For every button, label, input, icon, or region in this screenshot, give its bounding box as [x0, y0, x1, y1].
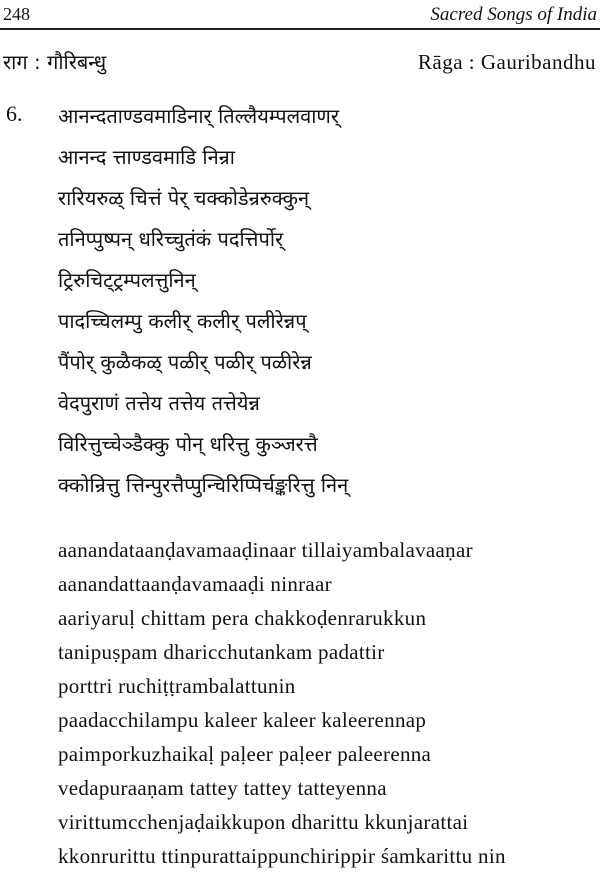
header-rule	[0, 28, 600, 30]
devanagari-line: आनन्द त्ताण्डवमाडि निन्रा	[58, 145, 235, 169]
devanagari-line: वेदपुराणं तत्तेय तत्तेय तत्तेयेन्न	[58, 391, 260, 415]
roman-line: kkonrurittu ttinpurattaippunchirippir śamkarittu nin	[58, 844, 506, 868]
roman-line: tanipuṣpam dharicchutankam padattir	[58, 640, 385, 664]
song-number: 6.	[6, 101, 23, 126]
devanagari-line: क्कोन्रित्तु त्तिन्पुरत्तैप्पुन्चिरिप्पिर्चङ्करित्तु निन्	[58, 473, 349, 497]
roman-line: vedapuraaṇam tattey tattey tatteyenna	[58, 776, 387, 800]
devanagari-line: आनन्दताण्डवमाडिनार् तिल्लैयम्पलवाणर्	[58, 104, 340, 128]
page-header	[0, 0, 600, 30]
devanagari-line: तनिप्पुष्पन् धरिच्चुतंकं पदत्तिर्पोर्	[58, 227, 284, 251]
devanagari-line: पादच्चिलम्पु कलीर् कलीर् पलीरेन्नप्	[58, 309, 307, 333]
devanagari-line: पैंपोर् कुळैकळ् पळीर् पळीर् पळीरेन्न	[58, 350, 312, 374]
roman-line: aanandataanḍavamaaḍinaar tillaiyambalavaaṇar	[58, 538, 473, 562]
page-number: 248	[3, 4, 30, 24]
devanagari-line: रारियरुळ् चित्तं पेर् चक्कोडेन्ररुक्कुन्	[58, 186, 310, 210]
roman-line: aariyaruḷ chittam pera chakkoḍenrarukkun	[58, 606, 427, 630]
roman-line: paimporkuzhaikaḷ paḷeer paḷeer paleerenna	[58, 742, 432, 766]
roman-line: paadacchilampu kaleer kaleer kaleerennap	[58, 708, 427, 732]
raga-devanagari: राग : गौरिबन्धु	[3, 50, 107, 74]
running-title: Sacred Songs of India	[430, 4, 597, 25]
roman-line: porttri ruchiṭṭrambalattunin	[58, 674, 296, 698]
raga-heading	[0, 48, 600, 84]
devanagari-verse	[58, 96, 578, 506]
roman-line: aanandattaanḍavamaaḍi ninraar	[58, 572, 332, 596]
roman-line: virittumcchenjaḍaikkupon dharittu kkunjarattai	[58, 810, 469, 834]
raga-roman: Rāga : Gauribandhu	[417, 50, 596, 74]
devanagari-line: ट्रिरुचिट्ट्रम्पलत्तुनिन्	[58, 268, 196, 292]
devanagari-line: विरित्तुच्चेञ्डैक्कु पोन् धरित्तु कुञ्जरत्तै	[58, 432, 318, 456]
transliterated-verse	[58, 533, 598, 873]
